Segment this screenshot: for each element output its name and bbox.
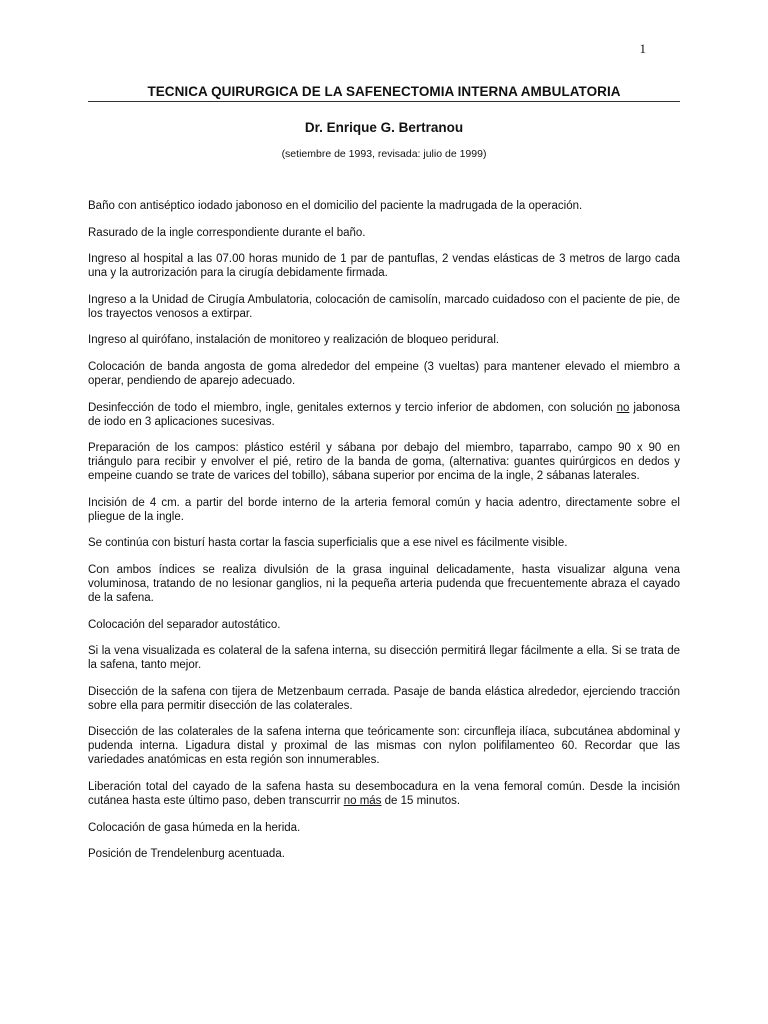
revision-date-note: (setiembre de 1993, revisada: julio de 1999) — [281, 148, 487, 160]
author-name: Dr. Enrique G. Bertranou — [304, 120, 464, 135]
paragraph-3: Ingreso al hospital a las 07.00 horas munido de 1 par de pantuflas, 2 vendas elásticas de 3 metros de largo cada una y la autrorización para la cirugía debidamente firmada. — [88, 253, 680, 280]
paragraph-17: Colocación de gasa húmeda en la herida. — [88, 821, 301, 834]
paragraph-7-underlined-word: no — [616, 401, 630, 414]
paragraph-14: Disección de la safena con tijera de Metzenbaum cerrada. Pasaje de banda elástica alrededor, ejerciendo tracción sobre ella para permitir disección de las colaterales. — [88, 685, 680, 712]
page-number: 1 — [639, 41, 646, 56]
paragraph-12: Colocación del separador autostático. — [88, 618, 281, 631]
paragraph-16-text-start: Liberación total del cayado de la safena hasta su desembocadura en la vena femoral común. Desde la incisión cutánea hasta este último paso, deben transcurrir — [88, 780, 680, 807]
paragraph-18: Posición de Trendelenburg acentuada. — [88, 848, 285, 861]
paragraph-15: Disección de las colaterales de la safena interna que teóricamente son: circunfleja ilíaca, subcutánea abdominal y pudenda interna. Ligadura distal y proximal de las mismas con nylon polifilamenteo 60. Recordar que las variedades anatómicas en esta región son innumerables. — [88, 726, 680, 767]
document-title: TECNICA QUIRURGICA DE LA SAFENECTOMIA INTERNA AMBULATORIA — [147, 84, 621, 99]
paragraph-6: Colocación de banda angosta de goma alrededor del empeine (3 vueltas) para mantener elevado el miembro a operar, pendiendo de aparejo adecuado. — [88, 360, 680, 387]
paragraph-8: Preparación de los campos: plástico estéril y sábana por debajo del miembro, taparrabo, campo 90 x 90 en triángulo para recibir y envolver el pié, retiro de la banda de goma, (alternativa: guantes quirúrgicos en dedos y empeine cuando se trate de varices del tobillo), sábana superior por encima de la ingle, 2 sábanas laterales. — [88, 442, 680, 483]
document-body — [88, 199, 680, 874]
paragraph-11: Con ambos índices se realiza divulsión de la grasa inguinal delicadamente, hasta visualizar alguna vena voluminosa, tratando de no lesionar ganglios, ni la pequeña arteria pudenda que frecuentemente abraza el cayado de la safena. — [88, 563, 680, 604]
title-underline-rule — [88, 101, 680, 102]
paragraph-16-underlined-phrase: no más — [343, 794, 382, 807]
paragraph-2: Rasurado de la ingle correspondiente durante el baño. — [88, 226, 366, 239]
paragraph-5: Ingreso al quirófano, instalación de monitoreo y realización de bloqueo peridural. — [88, 334, 500, 347]
paragraph-7-text-start: Desinfección de todo el miembro, ingle, genitales externos y tercio inferior de abdomen, con solución — [88, 401, 617, 414]
paragraph-10: Se continúa con bisturí hasta cortar la fascia superficialis que a ese nivel es fácilmente visible. — [88, 537, 568, 550]
paragraph-16-text-end: de 15 minutos. — [381, 794, 461, 807]
paragraph-4: Ingreso a la Unidad de Cirugía Ambulatoria, colocación de camisolín, marcado cuidadoso con el paciente de pie, de los trayectos venosos a extirpar. — [88, 293, 680, 320]
paragraph-9: Incisión de 4 cm. a partir del borde interno de la arteria femoral común y hacia adentro, directamente sobre el pliegue de la ingle. — [88, 496, 680, 523]
paragraph-16 — [88, 780, 680, 808]
paragraph-13: Si la vena visualizada es colateral de la safena interna, su disección permitirá llegar fácilmente a ella. Si se trata de la safena, tanto mejor. — [88, 645, 680, 672]
paragraph-1: Baño con antiséptico iodado jabonoso en el domicilio del paciente la madrugada de la operación. — [88, 200, 583, 212]
paragraph-7-text-end: jabonosa de iodo en 3 aplicaciones sucesivas. — [88, 401, 680, 428]
paragraph-7 — [88, 401, 680, 429]
